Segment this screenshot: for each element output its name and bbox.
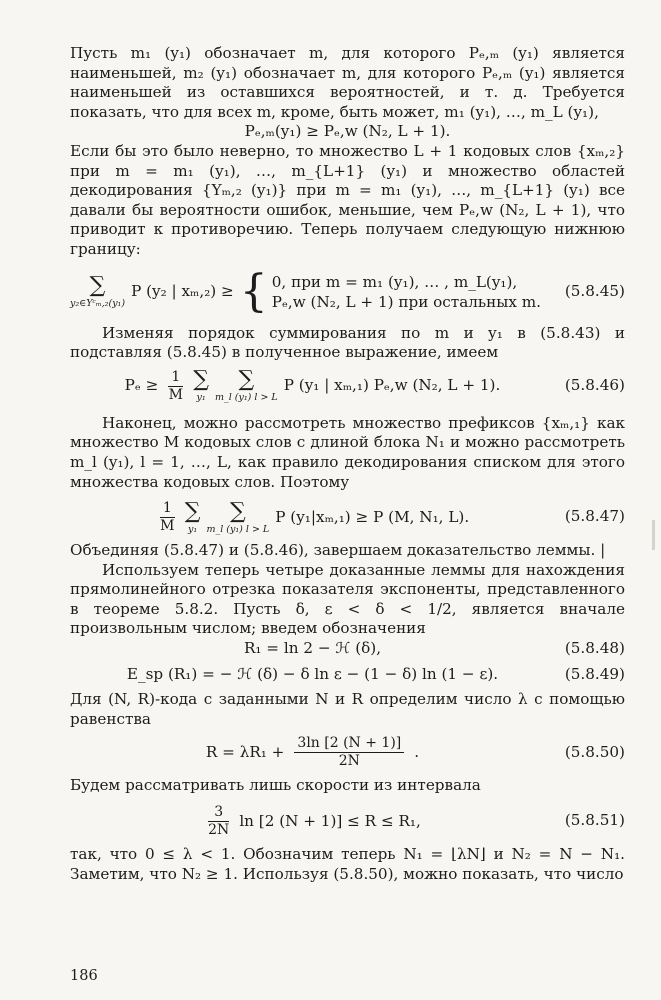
equation-text: R₁ = ln 2 − ℋ (δ), bbox=[243, 639, 382, 658]
equation-number: (5.8.46) bbox=[564, 376, 625, 395]
equation-lhs: P (y₂ | xₘ,₂) ≥ bbox=[131, 281, 234, 300]
paragraph-4: Наконец, можно рассмотреть множество префиксов {xₘ,₁} как множество M кодовых слов с длиной блока N₁ и можно рассмотреть m_l (y₁), l = 1, …, L, как правило декодирования списком для этого множества кодовых слов. Поэтому bbox=[70, 413, 625, 491]
paragraph-9: так, что 0 ≤ λ < 1. Обозначим теперь N₁ = ⌊λN⌋ и N₂ = N − N₁. Заметим, что N₂ ≥ 1. Используя (5.8.50), можно показать, что число bbox=[70, 845, 625, 883]
equation-5-8-51 bbox=[70, 802, 625, 839]
equation-rhs: P (y₁|xₘ,₁) ≥ P (M, N₁, L). bbox=[275, 507, 470, 526]
equation-text: Pₑ,ₘ(y₁) ≥ Pₑ,w (N₂, L + 1). bbox=[244, 122, 451, 141]
page-body bbox=[70, 44, 625, 884]
case-line-2: Pₑ,w (N₂, L + 1) при остальных m. bbox=[271, 292, 542, 311]
equation-number: (5.8.51) bbox=[564, 810, 625, 829]
sum-symbol: ∑ y₂∈Yᶜₘ,₂(y₁) bbox=[70, 272, 126, 309]
sum-symbol: ∑ y₁ bbox=[184, 498, 201, 535]
equation-5-8-47 bbox=[70, 498, 625, 535]
page-number: 186 bbox=[70, 968, 98, 984]
equation-number: (5.8.45) bbox=[564, 281, 625, 300]
sum-subscript: y₂∈Yᶜₘ,₂(y₁) bbox=[70, 297, 126, 309]
sum-symbol: ∑ m_l (y₁) l > L bbox=[214, 367, 278, 404]
equation-5-8-45 bbox=[70, 265, 625, 317]
paragraph-8: Будем рассматривать лишь скорости из интервала bbox=[70, 776, 481, 795]
equation-5-8-49 bbox=[70, 665, 625, 685]
fraction: $\frac{3}{2N}$ bbox=[208, 804, 230, 839]
equation-lhs: Pₑ ≥ bbox=[124, 376, 159, 395]
equation-lhs: R = λR₁ + bbox=[205, 743, 285, 762]
fraction: $\frac{1}{M}$ bbox=[168, 368, 183, 403]
equation-number: (5.8.49) bbox=[564, 664, 625, 683]
paragraph-7: Для (N, R)-кода с заданными N и R определим число λ с помощью равенства bbox=[70, 690, 625, 728]
cases-block bbox=[239, 265, 542, 317]
paragraph-1: Пусть m₁ (y₁) обозначает m, для которого Pₑ,ₘ (y₁) является наименьшей, m₂ (y₁) обозначает m, для которого Pₑ,ₘ (y₁) является наименьшей из оставшихся вероятностей, и т. д. Требуется показать, что для всех m, кроме, быть может, m₁ (y₁), …, m_L (y₁), bbox=[70, 44, 625, 121]
equation-number: (5.8.50) bbox=[564, 743, 625, 762]
fraction: $\frac{3\ln [2 (N + 1)]}{2N}$ bbox=[294, 735, 404, 770]
sum-symbol: ∑ y₁ bbox=[193, 367, 209, 404]
equation-rhs: ln [2 (N + 1)] ≤ R ≤ R₁, bbox=[239, 811, 421, 830]
scan-edge-mark bbox=[652, 520, 655, 550]
left-brace: { bbox=[239, 265, 268, 317]
fraction: $\frac{1}{M}$ bbox=[160, 500, 175, 535]
equation-rhs: P (y₁ | xₘ,₁) Pₑ,w (N₂, L + 1). bbox=[283, 376, 501, 395]
sum-symbol: ∑ m_l (y₁) l > L bbox=[206, 498, 270, 535]
case-line-1: 0, при m = m₁ (y₁), … , m_L(y₁), bbox=[271, 272, 518, 291]
equation-number: (5.8.47) bbox=[564, 506, 625, 525]
paragraph-2: Если бы это было неверно, то множество L + 1 кодовых слов {xₘ,₂} при m = m₁ (y₁), …, m_{L+1} (y₁) и множество областей декодирования {Yₘ,₂ (y₁)} при m = m₁ (y₁), …, m_{L+1} (y₁) все давали бы вероятности ошибок, меньшие, чем Pₑ,w (N₂, L + 1), что приводит к противоречию. Теперь получаем следующую нижнюю границу: bbox=[70, 141, 625, 258]
equation-5-8-48 bbox=[70, 639, 625, 659]
equation-5-8-50: R = λR₁ + $\frac{3\ln [2 (N + 1)]}{2N}$ . (5.8.50) bbox=[205, 735, 625, 770]
equation-5-8-46 bbox=[70, 369, 625, 404]
equation-text: E_sp (R₁) = − ℋ (δ) − δ ln ε − (1 − δ) ln (1 − ε). bbox=[126, 664, 499, 683]
equation-unnumbered bbox=[70, 122, 625, 142]
equation-number: (5.8.48) bbox=[564, 639, 625, 658]
paragraph-3: Изменяя порядок суммирования по m и y₁ в (5.8.43) и подставляя (5.8.45) в полученное выражение, имеем bbox=[70, 323, 625, 362]
paragraph-6: Используем теперь четыре доказанные леммы для нахождения прямолинейного отрезка показателя экспоненты, представленного в теореме 5.8.2. Пусть δ, ε < δ < 1/2, является вначале произвольным числом; введем обозначения bbox=[70, 560, 625, 638]
paragraph-5: Объединяя (5.8.47) и (5.8.46), завершаем доказательство леммы. | bbox=[70, 541, 606, 560]
